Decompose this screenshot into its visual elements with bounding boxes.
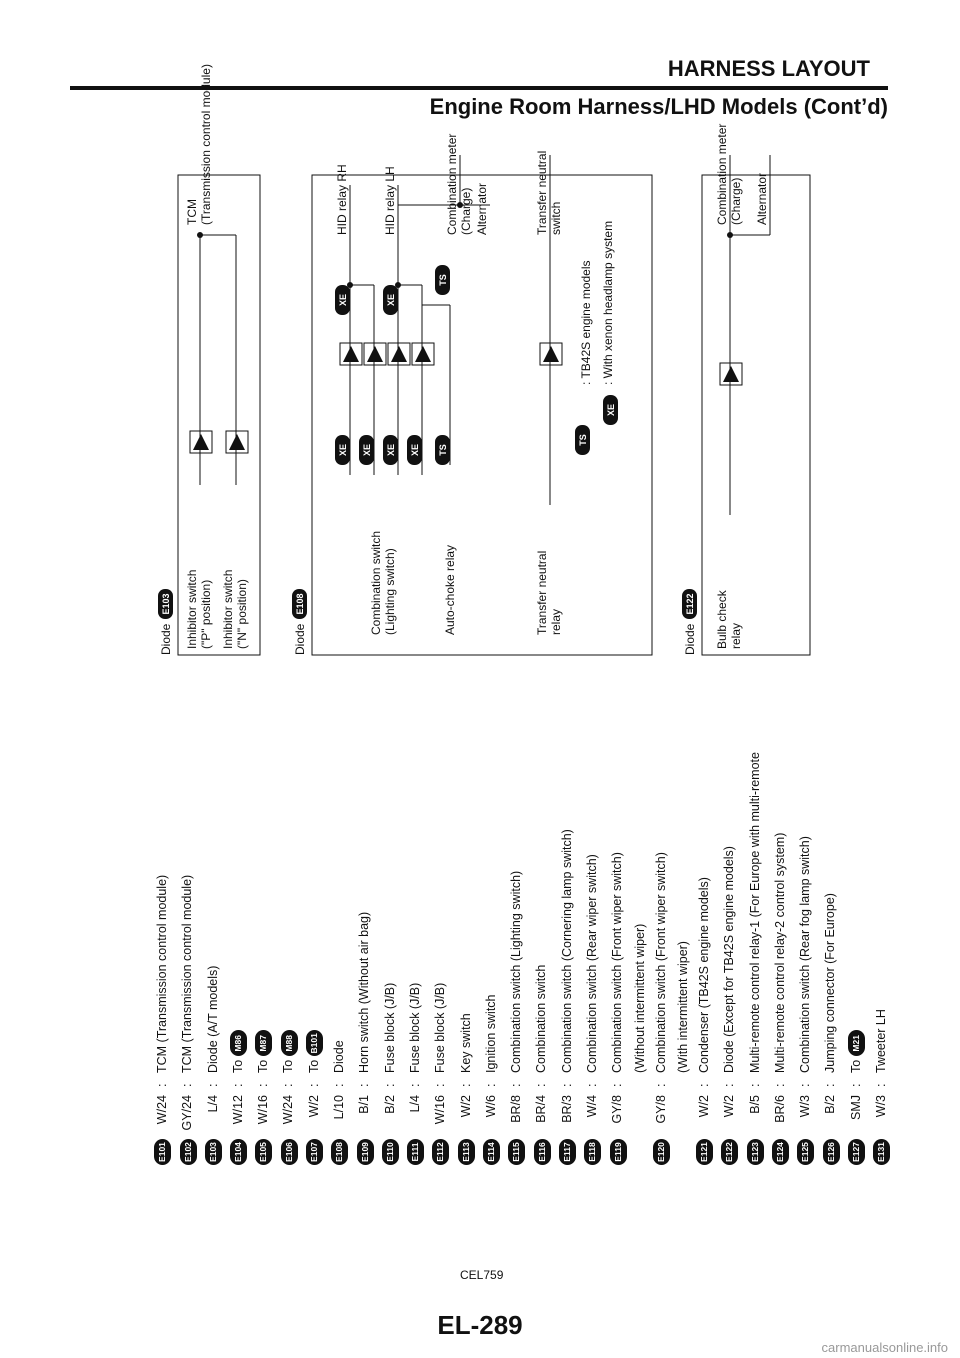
legend-row [869,605,894,1165]
connector-badge: E125 [797,1139,814,1165]
d1-out: TCM [185,199,199,225]
separator: : [559,1083,574,1087]
watermark[interactable]: carmanualsonline.info [821,1340,948,1355]
d1-in2: Inhibitor switch [221,569,235,649]
connector-desc: To M21 [844,1030,869,1073]
d2-tnrb: relay [549,608,563,635]
connector-badge: E122 [721,1139,738,1165]
separator: : [747,1083,762,1087]
d2-note-xe: : With xenon headlamp system [601,220,615,385]
d1-in1b: ("P" position) [199,579,213,649]
d2-cm: Combination meter [445,133,459,235]
connector-desc: Horn switch (Without air bag) [357,911,372,1073]
separator: : [155,1083,169,1087]
connector-desc: To M87 [251,1030,276,1073]
connector-desc: Diode [332,1040,347,1073]
wire-spec: BR/4 [534,1095,549,1123]
connector-desc: Combination switch (Lighting switch) [509,870,524,1073]
to-badge: M87 [255,1030,272,1056]
wire-spec: SMJ [848,1095,863,1120]
separator: : [205,1083,220,1087]
connector-desc: Condenser (TB42S engine models) [696,877,711,1073]
connector-desc: Multi-remote control relay-2 control system) [772,832,787,1073]
d2-tns: Transfer neutral [535,150,549,235]
d3-in: Bulb check [715,590,729,649]
separator: : [722,1083,737,1087]
connector-badge: E110 [382,1139,399,1165]
separator: : [509,1083,524,1087]
d2-auto: Auto-choke relay [443,544,457,635]
connector-badge: E109 [357,1139,374,1165]
wire-spec: W/16 [433,1095,448,1125]
separator: : [230,1083,245,1087]
connector-desc: To M86 [226,1030,251,1073]
wire-spec: L/10 [332,1095,347,1120]
connector-badge: E106 [281,1139,298,1165]
wire-spec: W/2 [458,1095,473,1118]
separator: : [256,1083,271,1087]
connector-desc: To B101 [302,1030,327,1073]
connector-badge: E121 [696,1139,713,1165]
connector-desc: TCM (Transmission control module) [155,874,169,1073]
xe-badge [359,435,374,465]
connector-badge: E118 [584,1139,601,1165]
d3-code-badge [682,589,697,619]
wire-spec: W/3 [798,1095,813,1118]
wire-spec: W/12 [230,1095,245,1125]
wire-spec: W/2 [696,1095,711,1118]
connector-badge: E120 [653,1139,670,1165]
wire-spec: W/4 [585,1095,600,1118]
connector-desc-cont: (With intermittent wiper) [675,941,690,1073]
d3-inb: relay [729,622,743,649]
separator: : [772,1083,787,1087]
ts-badge [575,425,590,455]
separator: : [306,1083,321,1087]
d2-tnr: Transfer neutral [535,550,549,635]
wire-spec: BR/6 [772,1095,787,1123]
connector-desc: Diode (A/T models) [205,965,220,1073]
connector-desc: Fuse block (J/B) [382,982,397,1073]
svg-text:XE: XE [338,443,348,457]
connector-badge: E113 [458,1139,475,1165]
connector-badge: E104 [230,1139,247,1165]
xe-badge [335,435,350,465]
to-badge: M21 [848,1030,865,1056]
separator: : [534,1083,549,1087]
svg-text:XE: XE [386,293,396,307]
ts-badge [435,435,450,465]
connector-desc: TCM (Transmission control module) [180,874,195,1073]
svg-text:XE: XE [606,403,616,417]
connector-desc: To M88 [276,1030,301,1073]
connector-badge: E126 [823,1139,840,1165]
xe-badge [603,395,618,425]
separator: : [696,1083,711,1087]
separator: : [823,1083,838,1087]
connector-badge: E124 [772,1139,789,1165]
svg-text:XE: XE [362,443,372,457]
svg-text:XE: XE [386,443,396,457]
connector-badge: E112 [432,1139,449,1165]
wire-spec: W/16 [256,1095,271,1125]
connector-desc: Combination switch (Front wiper switch) [653,852,668,1073]
connector-badge: E103 [205,1139,222,1165]
wire-spec: B/1 [357,1095,372,1114]
to-badge: B101 [306,1030,323,1056]
connector-desc: Combination switch (Rear wiper switch) [585,854,600,1073]
wire-spec: GY/8 [653,1095,668,1124]
xe-badge [383,435,398,465]
d3-cm: Combination meter [715,123,729,225]
svg-text:XE: XE [410,443,420,457]
d1-code-badge [158,589,173,619]
header-title: HARNESS LAYOUT [667,56,870,81]
connector-badge: E115 [508,1139,525,1165]
separator: : [382,1083,397,1087]
separator: : [798,1083,813,1087]
separator: : [610,1083,625,1087]
separator: : [332,1083,347,1087]
xe-badge [383,285,398,315]
connector-badge: E123 [747,1139,764,1165]
svg-text:E122: E122 [685,593,695,615]
connector-badge: E107 [306,1139,323,1165]
connector-desc: Jumping connector (For Europe) [823,893,838,1073]
d2-code-badge [292,589,307,619]
separator: : [874,1083,889,1087]
svg-text:TS: TS [438,444,448,456]
connector-desc: Combination switch (Rear fog lamp switch) [798,836,813,1073]
connector-badge: E131 [873,1139,890,1165]
connector-badge: E101 [154,1139,171,1165]
wire-spec: BR/3 [559,1095,574,1123]
svg-text:E108: E108 [295,593,305,615]
separator: : [653,1083,668,1087]
wire-spec: L/4 [205,1095,220,1113]
separator: : [483,1083,498,1087]
wire-spec: GY/24 [180,1095,195,1131]
d1-outb: (Transmission control module) [199,64,213,225]
connector-desc: Ignition switch [483,994,498,1073]
connector-badge: E119 [610,1139,627,1165]
connector-desc-cont: (Without intermittent wiper) [632,923,647,1073]
figure-ref: CEL759 [460,1268,504,1282]
svg-text:TS: TS [578,434,588,446]
connector-badge: E127 [848,1139,865,1165]
svg-text:E103: E103 [161,593,171,615]
xe-badge [407,435,422,465]
wire-spec: GY/8 [610,1095,625,1124]
wire-spec: B/2 [823,1095,838,1114]
connector-desc: Combination switch (Front wiper switch) [610,852,625,1073]
d2-tnsb: switch [549,201,563,235]
d3-alt: Alternator [755,172,769,225]
to-badge: M88 [281,1030,298,1056]
d1-label: Diode [159,623,173,655]
d3-label: Diode [683,623,697,655]
separator: : [585,1083,600,1087]
connector-badge: E102 [180,1139,197,1165]
to-badge: M86 [230,1030,247,1056]
d2-cmb: (Charge) [459,187,473,235]
wire-spec: B/2 [382,1095,397,1114]
wire-spec: W/6 [483,1095,498,1118]
d2-note-ts: : TB42S engine models [579,260,593,385]
connector-desc: Tweeter LH [874,1009,889,1073]
d1-in2b: ("N" position) [235,579,249,649]
connector-desc: Multi-remote control relay-1 (For Europe with multi-remote [747,752,762,1073]
group-note: (Lighting switch) [509,870,524,962]
d2-alt: Alternator [475,182,489,235]
separator: : [281,1083,296,1087]
page-number: EL-289 [437,1310,523,1340]
wire-spec: W/24 [155,1095,169,1125]
connector-desc: Fuse block (J/B) [433,982,448,1073]
ts-badge [435,265,450,295]
header-subtitle: Engine Room Harness/LHD Models (Cont’d) [429,94,888,119]
separator: : [433,1083,448,1087]
xe-badge [335,285,350,315]
d2-hidlh: HID relay LH [383,166,397,235]
connector-desc: Combination switch [534,964,549,1073]
wire-spec: L/4 [407,1095,422,1113]
connector-desc: Key switch [458,1013,473,1073]
d2-hidrh: HID relay RH [335,164,349,235]
d1-in1: Inhibitor switch [185,569,199,649]
d2-comb: Combination switch [369,530,383,635]
wire-spec: W/2 [306,1095,321,1118]
connector-badge: E105 [255,1139,272,1165]
wire-spec: B/5 [747,1095,762,1114]
d2-combb: (Lighting switch) [383,548,397,635]
wire-spec: BR/8 [509,1095,524,1123]
connector-badge: E114 [483,1139,500,1165]
connector-badge: E116 [534,1139,551,1165]
connector-desc: Fuse block (J/B) [407,982,422,1073]
connector-desc: Combination switch (Cornering lamp switch) [559,829,574,1073]
wire-spec: W/3 [874,1095,889,1118]
group-note: (For Europe with multi-remote [747,752,762,918]
separator: : [357,1083,372,1087]
group-note: control system) [772,832,787,918]
wire-spec: W/2 [722,1095,737,1118]
separator: : [458,1083,473,1087]
separator: : [848,1083,863,1087]
svg-text:XE: XE [338,293,348,307]
separator: : [180,1083,195,1087]
d2-label: Diode [293,623,307,655]
separator: : [407,1083,422,1087]
connector-badge: E108 [331,1139,348,1165]
connector-desc: Diode (Except for TB42S engine models) [722,846,737,1073]
connector-badge: E117 [559,1139,576,1165]
wire-spec: W/24 [281,1095,296,1125]
connector-badge: E111 [407,1139,424,1165]
svg-text:TS: TS [438,274,448,286]
d3-cmb: (Charge) [729,177,743,225]
